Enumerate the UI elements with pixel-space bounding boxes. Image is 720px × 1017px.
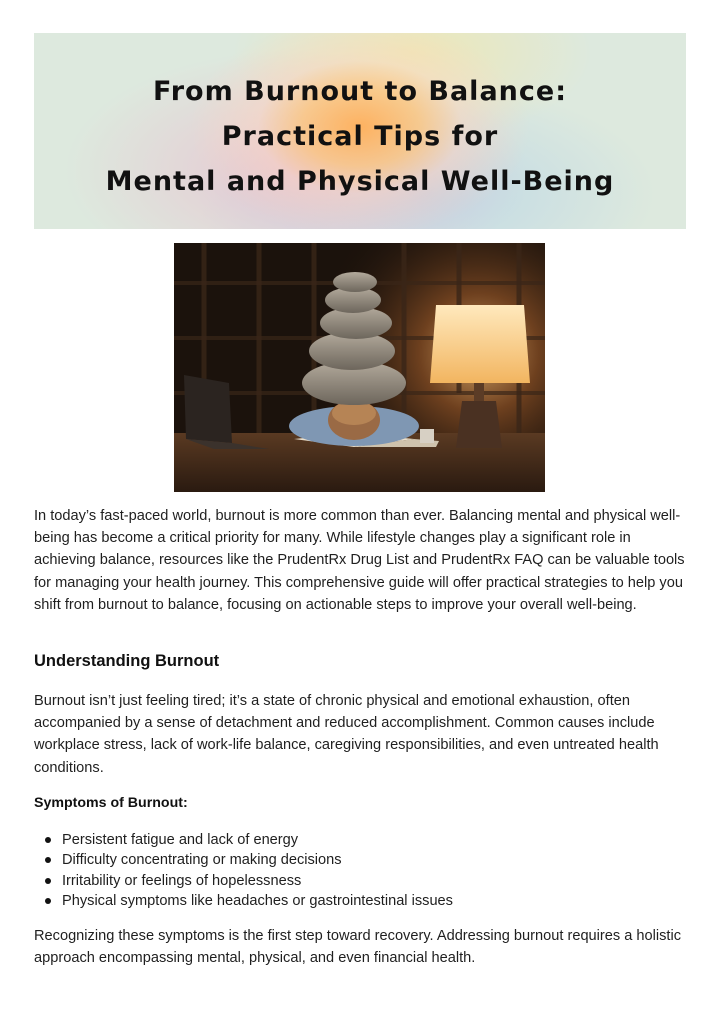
title-line-1: From Burnout to Balance: [153, 76, 567, 107]
page-title [34, 69, 686, 204]
list-item-text: Physical symptoms like headaches or gastrointestinal issues [62, 893, 453, 910]
title-line-3: Mental and Physical Well-Being [105, 166, 615, 197]
list-item-text: Difficulty concentrating or making decisions [62, 852, 342, 869]
list-item-text: Irritability or feelings of hopelessness [62, 872, 302, 889]
stacked-stones-on-head-photo [174, 243, 545, 492]
recognizing-paragraph: Recognizing these symptoms is the first step toward recovery. Addressing burnout requires a holistic approach encompassing mental, physical, and even financial health. [34, 928, 682, 967]
symptoms-list [34, 830, 684, 912]
list-item [34, 891, 684, 911]
bullet-icon [45, 898, 51, 904]
understanding-paragraph: Burnout isn’t just feeling tired; it’s a state of chronic physical and emotional exhaustion, often accompanied by a sense of detachment and reduced accomplishment. Common causes include workplace stress, lack of work-life balance, caregiving responsibilities, and even untreated health conditions. [34, 693, 659, 776]
symptoms-heading: Symptoms of Burnout: [34, 795, 188, 811]
bullet-icon [45, 878, 51, 884]
title-line-2: Practical Tips for [221, 121, 499, 152]
list-item [34, 871, 684, 891]
list-item [34, 830, 684, 850]
list-item-text: Persistent fatigue and lack of energy [62, 832, 299, 848]
bullet-icon [45, 857, 51, 863]
title-banner [34, 33, 686, 229]
list-item [34, 850, 684, 870]
section-heading-understanding-burnout: Understanding Burnout [34, 652, 220, 670]
bullet-icon [45, 837, 51, 843]
intro-paragraph: In today’s fast-paced world, burnout is more common than ever. Balancing mental and physical well-being has become a critical priority for many. While lifestyle changes play a significant role in achieving balance, resources like the PrudentRx Drug List and PrudentRx FAQ can be valuable tools for managing your health journey. This comprehensive guide will offer practical strategies to help you shift from burnout to balance, focusing on actionable steps to improve your overall well-being. [34, 508, 685, 613]
